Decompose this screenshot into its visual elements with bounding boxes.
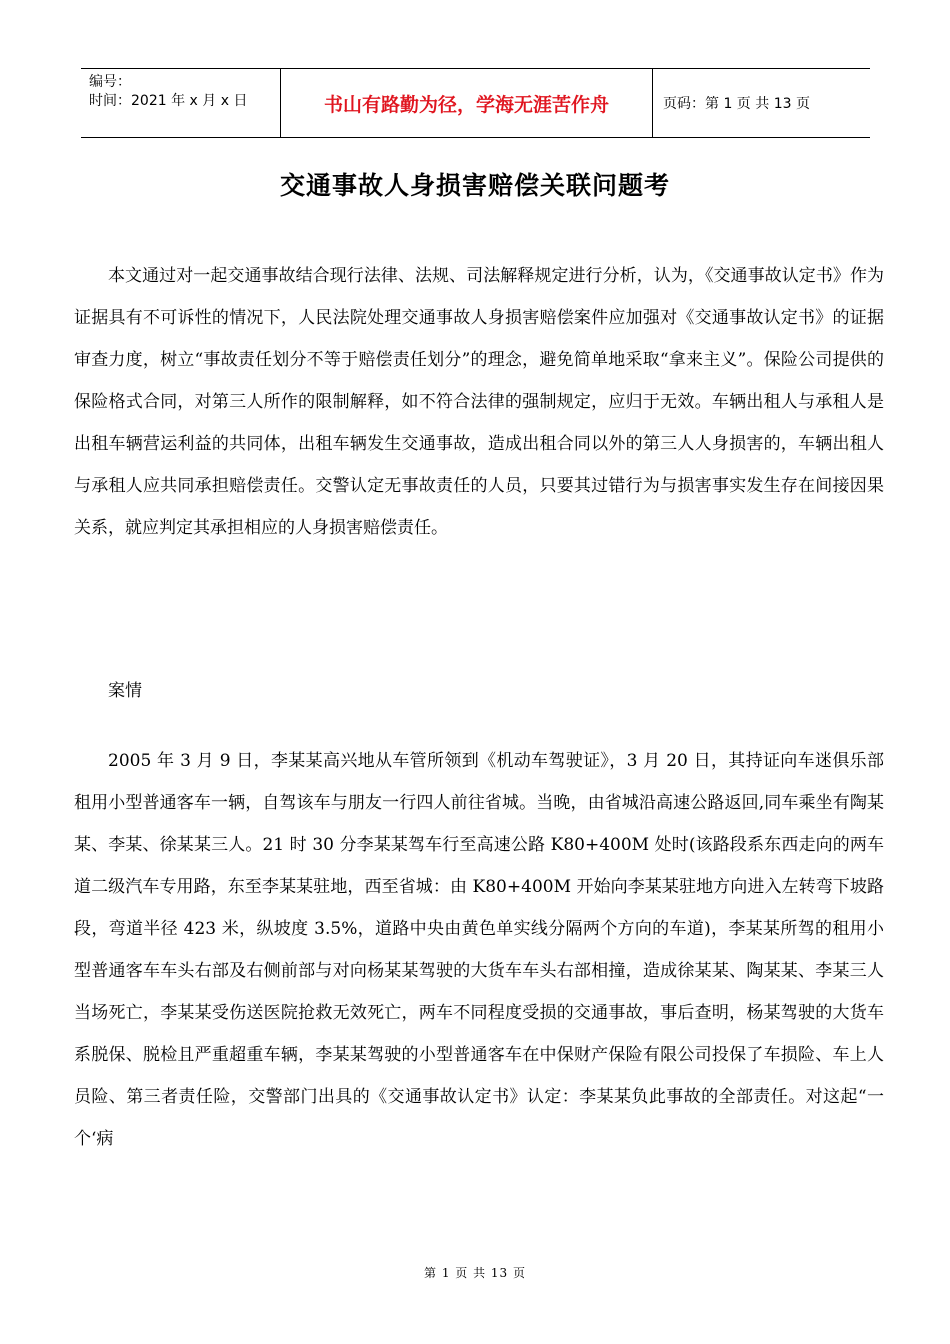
header-page-info: 页码：第 1 页 共 13 页 bbox=[663, 96, 810, 112]
document-date: 时间：2021 年 x 月 x 日 bbox=[89, 93, 248, 109]
header-motto: 书山有路勤为径，学海无涯苦作舟 bbox=[281, 69, 653, 137]
page-header bbox=[81, 68, 870, 138]
page-footer: 第 1 页 共 13 页 bbox=[424, 1266, 526, 1280]
header-meta bbox=[81, 69, 281, 137]
document-title: 交通事故人身损害赔偿关联问题考 bbox=[279, 171, 670, 200]
abstract-paragraph: 本文通过对一起交通事故结合现行法律、法规、司法解释规定进行分析，认为，《交通事故认定书》作为证据具有不可诉性的情况下，人民法院处理交通事故人身损害赔偿案件应加强对《交通事故认定书》的证据审查力度，树立“事故责任划分不等于赔偿责任划分”的理念，避免简单地采取“拿来主义”。保险公司提供的保险格式合同，对第三人所作的限制解释，如不符合法律的强制规定，应归于无效。车辆出租人与承租人是出租车辆营运利益的共同体，出租车辆发生交通事故，造成出租合同以外的第三人人身损害的，车辆出租人与承租人应共同承担赔偿责任。交警认定无事故责任的人员，只要其过错行为与损害事实发生存在间接因果关系，就应判定其承担相应的人身损害赔偿责任。 bbox=[74, 266, 884, 538]
case-paragraph: 2005 年 3 月 9 日，李某某高兴地从车管所领到《机动车驾驶证》，3 月 20 日，其持证向车迷俱乐部租用小型普通客车一辆，自驾该车与朋友一行四人前往省城。当晚，由省城沿高速公路返回,同车乘坐有陶某某、李某、徐某某三人。21 时 30 分李某某驾车行至高速公路 K80+400M 处时(该路段系东西走向的两车道二级汽车专用路，东至李某某驻地，西至省城：由 K80+400M 开始向李某某驻地方向进入左转弯下坡路段，弯道半径 423 米，纵坡度 3.5%，道路中央由黄色单实线分隔两个方向的车道)，李某某所驾的租用小型普通客车车头右部及右侧前部与对向杨某某驾驶的大货车车头右部相撞，造成徐某某、陶某某、李某三人当场死亡，李某某受伤送医院抢救无效死亡，两车不同程度受损的交通事故，事后查明，杨某驾驶的大货车系脱保、脱检且严重超重车辆，李某某驾驶的小型普通客车在中保财产保险有限公司投保了车损险、车上人员险、第三者责任险，交警部门出具的《交通事故认定书》认定：李某某负此事故的全部责任。对这起“一个‘病 bbox=[74, 751, 884, 1149]
section-heading-case: 案情 bbox=[108, 681, 142, 701]
document-number-label: 编号： bbox=[89, 74, 131, 90]
